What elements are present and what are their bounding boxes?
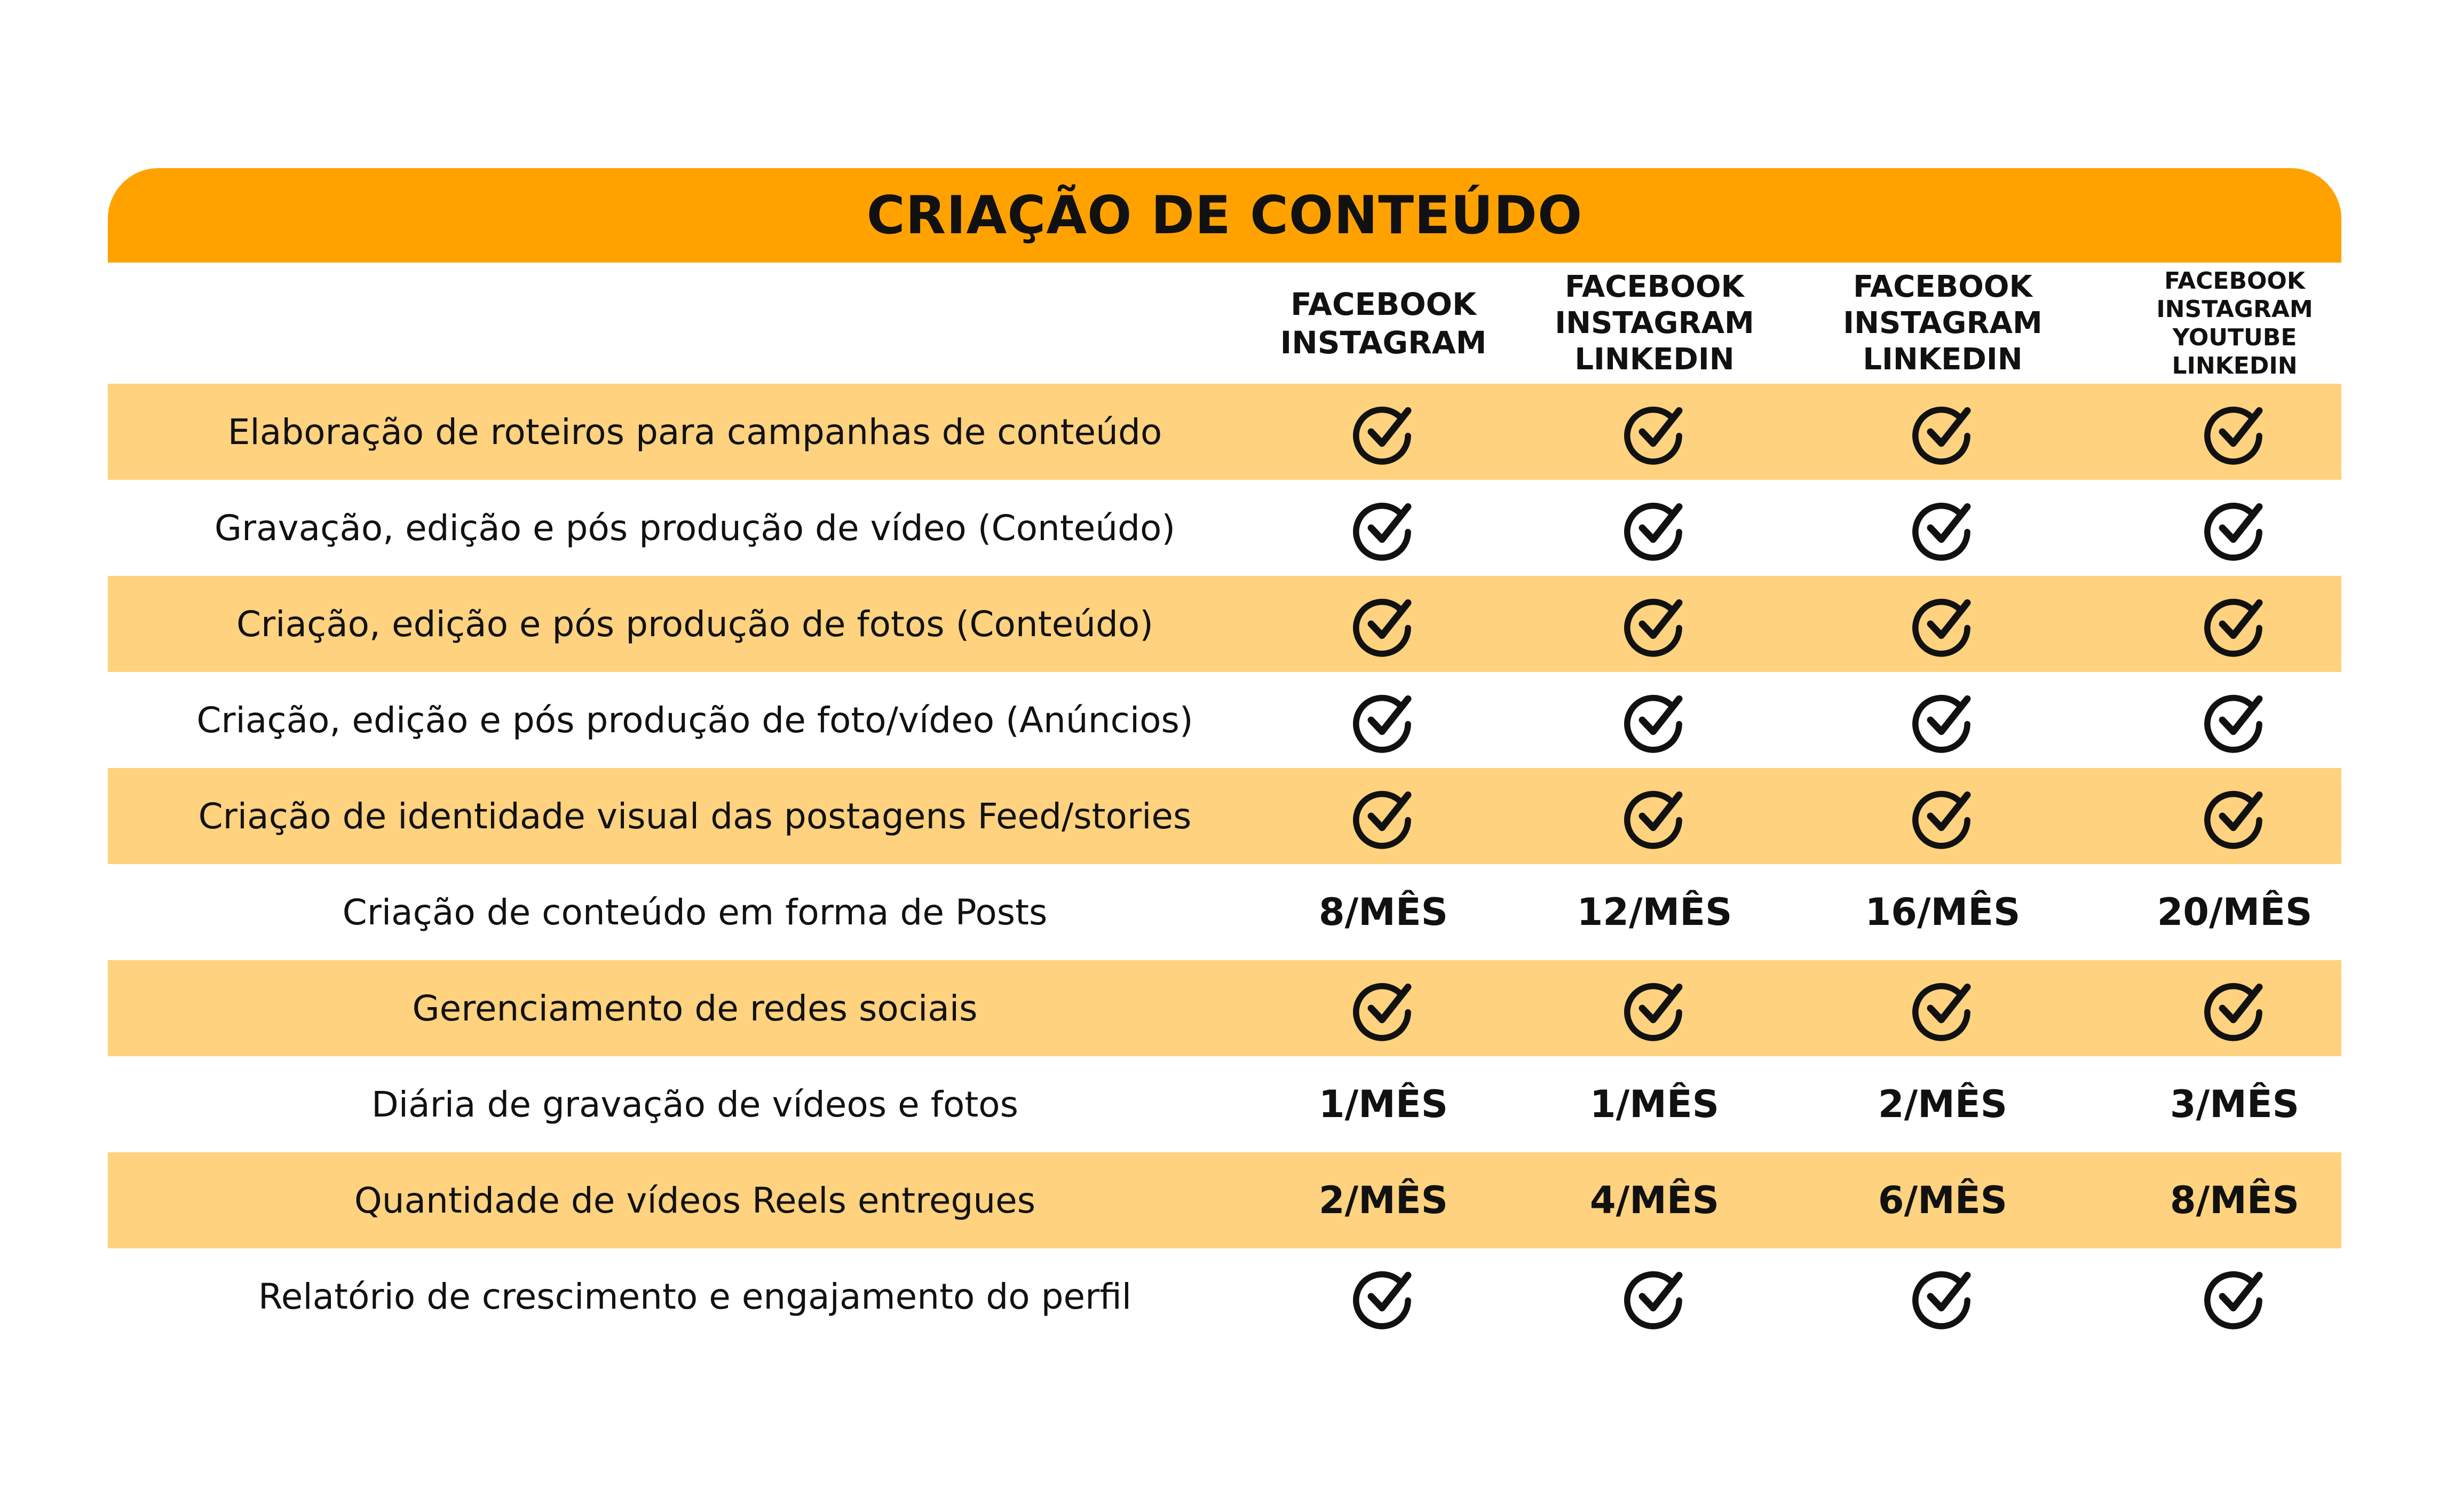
table-cell [1831, 1056, 2055, 1152]
check-icon [1909, 590, 1977, 658]
row-label: Criação de conteúdo em forma de Posts [342, 891, 1048, 933]
check-icon [1349, 782, 1418, 850]
check-icon [1620, 590, 1689, 658]
table-cell [1271, 480, 1495, 576]
table-row [108, 1248, 2341, 1344]
table-cell [1542, 768, 1767, 864]
row-label: Criação de identidade visual das postagens Feed/stories [198, 795, 1192, 837]
row-label: Diária de gravação de vídeos e fotos [371, 1083, 1018, 1125]
table-cell [1831, 672, 2055, 768]
table-cell [2123, 960, 2347, 1056]
table-cell [2123, 384, 2347, 480]
table-body [108, 384, 2341, 1344]
column-header-line: FACEBOOK [1565, 269, 1744, 304]
check-icon [2200, 398, 2269, 466]
check-icon [1909, 686, 1977, 754]
table-cell [1542, 1056, 1767, 1152]
row-label: Criação, edição e pós produção de foto/vídeo (Anúncios) [196, 699, 1193, 741]
table-cell [2123, 576, 2347, 672]
check-icon [2200, 1262, 2269, 1331]
table-row [108, 576, 2341, 672]
column-header-1 [1271, 263, 1495, 384]
row-label: Criação, edição e pós produção de fotos (Conteúdo) [236, 603, 1154, 645]
check-icon [2200, 590, 2269, 658]
table-cell [1542, 384, 1767, 480]
table-cell [1831, 384, 2055, 480]
check-icon [2200, 494, 2269, 562]
row-label: Quantidade de vídeos Reels entregues [354, 1179, 1036, 1221]
table-row [108, 1056, 2341, 1152]
table-cell [1271, 1152, 1495, 1248]
table-row [108, 384, 2341, 480]
cell-value: 3/MÊS [2170, 1082, 2300, 1126]
row-label: Gerenciamento de redes sociais [412, 987, 978, 1029]
table-cell [1271, 1056, 1495, 1152]
check-icon [1909, 782, 1977, 850]
row-label: Gravação, edição e pós produção de vídeo (Conteúdo) [214, 507, 1176, 549]
cell-value: 16/MÊS [1865, 890, 2021, 934]
table-cell [2123, 1248, 2347, 1344]
column-header-3 [1831, 263, 2055, 384]
table-cell [2123, 672, 2347, 768]
table-cell [1831, 576, 2055, 672]
table-cell [1271, 768, 1495, 864]
check-icon [1349, 590, 1418, 658]
table-cell [1831, 480, 2055, 576]
table-cell [1271, 672, 1495, 768]
table-cell [1831, 864, 2055, 960]
check-icon [1620, 974, 1689, 1042]
check-icon [1620, 494, 1689, 562]
table-cell [1271, 384, 1495, 480]
table-cell [1271, 1248, 1495, 1344]
check-icon [1620, 782, 1689, 850]
column-header-line: INSTAGRAM [1280, 324, 1487, 361]
column-header-2 [1542, 263, 1767, 384]
column-header-line: LINKEDIN [1863, 342, 2023, 377]
table-row [108, 1152, 2341, 1248]
table-cell [1542, 960, 1767, 1056]
column-header-line: INSTAGRAM [1555, 305, 1754, 341]
row-label: Relatório de crescimento e engajamento do perfil [258, 1276, 1132, 1317]
table-cell [2123, 480, 2347, 576]
cell-value: 1/MÊS [1589, 1082, 1720, 1126]
column-header-line: YOUTUBE [2172, 323, 2297, 351]
table-cell [1542, 576, 1767, 672]
cell-value: 6/MÊS [1878, 1178, 2008, 1222]
table-cell [1542, 480, 1767, 576]
check-icon [1909, 398, 1977, 466]
check-icon [1909, 494, 1977, 562]
table-row [108, 768, 2341, 864]
row-label: Elaboração de roteiros para campanhas de conteúdo [227, 411, 1162, 453]
table-cell [1831, 768, 2055, 864]
check-icon [2200, 686, 2269, 754]
title-bar [108, 168, 2341, 263]
cell-value: 20/MÊS [2157, 890, 2313, 934]
check-icon [1620, 398, 1689, 466]
cell-value: 12/MÊS [1577, 890, 1732, 934]
column-header-line: FACEBOOK [2164, 267, 2305, 295]
check-icon [2200, 974, 2269, 1042]
check-icon [1909, 1262, 1977, 1331]
table-row [108, 480, 2341, 576]
column-header-line: INSTAGRAM [1843, 305, 2043, 341]
column-header-line: FACEBOOK [1291, 286, 1476, 322]
pricing-table [108, 168, 2341, 1344]
check-icon [1349, 974, 1418, 1042]
check-icon [1349, 686, 1418, 754]
check-icon [1349, 494, 1418, 562]
table-cell [2123, 768, 2347, 864]
cell-value: 1/MÊS [1318, 1082, 1448, 1126]
table-cell [1271, 864, 1495, 960]
column-header-line: LINKEDIN [2172, 352, 2298, 379]
check-icon [1620, 686, 1689, 754]
table-cell [2123, 864, 2347, 960]
check-icon [1620, 1262, 1689, 1331]
column-header-line: FACEBOOK [1853, 269, 2032, 304]
table-row [108, 864, 2341, 960]
page-title: CRIAÇÃO DE CONTEÚDO [866, 185, 1583, 246]
check-icon [1909, 974, 1977, 1042]
table-cell [1831, 1248, 2055, 1344]
column-header-line: INSTAGRAM [2156, 295, 2313, 323]
column-header-4 [2123, 263, 2347, 384]
table-cell [1542, 1152, 1767, 1248]
table-cell [1542, 864, 1767, 960]
check-icon [1349, 398, 1418, 466]
check-icon [1349, 1262, 1418, 1331]
cell-value: 8/MÊS [1318, 890, 1448, 934]
table-cell [1831, 960, 2055, 1056]
check-icon [2200, 782, 2269, 850]
table-cell [1542, 672, 1767, 768]
cell-value: 4/MÊS [1589, 1178, 1720, 1222]
table-cell [1271, 576, 1495, 672]
table-cell [1542, 1248, 1767, 1344]
column-header-row [108, 263, 2341, 384]
table-cell [2123, 1056, 2347, 1152]
table-cell [1271, 960, 1495, 1056]
cell-value: 2/MÊS [1318, 1178, 1448, 1222]
table-cell [2123, 1152, 2347, 1248]
table-row [108, 672, 2341, 768]
cell-value: 8/MÊS [2170, 1178, 2300, 1222]
table-cell [1831, 1152, 2055, 1248]
table-row [108, 960, 2341, 1056]
cell-value: 2/MÊS [1878, 1082, 2008, 1126]
column-header-line: LINKEDIN [1574, 342, 1735, 377]
